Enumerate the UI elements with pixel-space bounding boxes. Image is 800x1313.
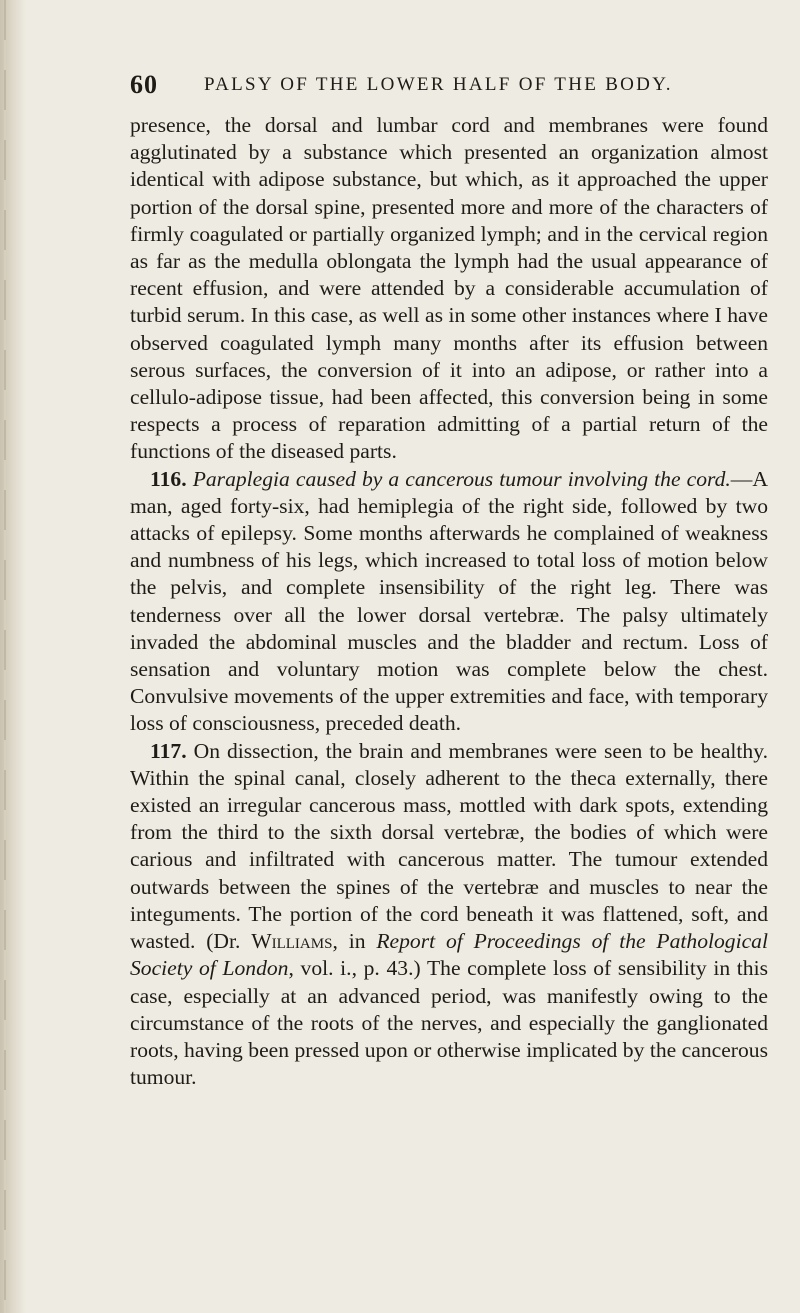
section-text-117b: , in <box>332 929 366 954</box>
body-text <box>130 112 768 1091</box>
page-number: 60 <box>130 70 158 99</box>
citation-title: Report of Proceedings of the Pathological Society of London <box>130 929 768 981</box>
section-number-117: 117. <box>150 738 187 763</box>
running-title: PALSY OF THE LOWER HALF OF THE BODY. <box>204 74 673 95</box>
paragraph-117 <box>130 738 768 1092</box>
paragraph-continued: presence, the dorsal and lumbar cord and membranes were found agglutinated by a substance which presented an organization almost identical with adipose substance, but which, as it approached the upper portion of the dorsal spine, presented more and more of the characters of firmly coagulated or partially organized lymph; and in the cervical region as far as the medulla oblongata the lymph had the usual appearance of recent effusion, and were attended by a considerable accumulation of turbid serum. In this case, as well as in some other instances where I have observed coagulated lymph many months after its effusion between serous surfaces, the conversion of it into an adipose, or rather into a cellulo-adipose tissue, had been affected, this conversion being in some respects a process of reparation admitting of a partial return of the functions of the diseased parts. <box>130 113 768 464</box>
section-text-117c: , vol. i., p. 43.) The complete loss of sensibility in this case, especially at an advanced period, was manifestly owing to the circumstance of the roots of the nerves, and especially the ganglionated roots, having been pressed upon or otherwise implicated by the cancerous tumour. <box>130 956 769 1090</box>
section-heading-116: Paraplegia caused by a cancerous tumour involving the cord. <box>192 466 731 491</box>
section-number-116: 116. <box>150 466 187 491</box>
paragraph-116 <box>130 466 768 738</box>
section-text-117a: On dissection, the brain and membranes were seen to be healthy. Within the spinal canal, closely adherent to the theca externally, there existed an irregular cancerous mass, mottled with dark spots, extending from the third to the sixth dorsal vertebræ, the bodies of which were carious and infiltrated with cancerous matter. The tumour extended outwards between the spines of the vertebræ and muscles to near the integuments. The portion of the cord beneath it was flattened, soft, and wasted. (Dr. <box>130 738 769 954</box>
running-head <box>130 70 770 104</box>
section-text-116: —A man, aged forty-six, had hemiplegia of the right side, followed by two attacks of epilepsy. Some months afterwards he complained of weakness and numbness of his legs, which increased to total loss of motion below the pelvis, and complete insensibility of the right leg. There was tenderness over all the lower dorsal vertebræ. The palsy ultimately invaded the abdominal muscles and the bladder and rectum. Loss of sensation and voluntary motion was complete below the chest. Convulsive movements of the upper extremities and face, with temporary loss of consciousness, preceded death. <box>130 466 768 736</box>
author-name: Williams <box>251 929 333 954</box>
